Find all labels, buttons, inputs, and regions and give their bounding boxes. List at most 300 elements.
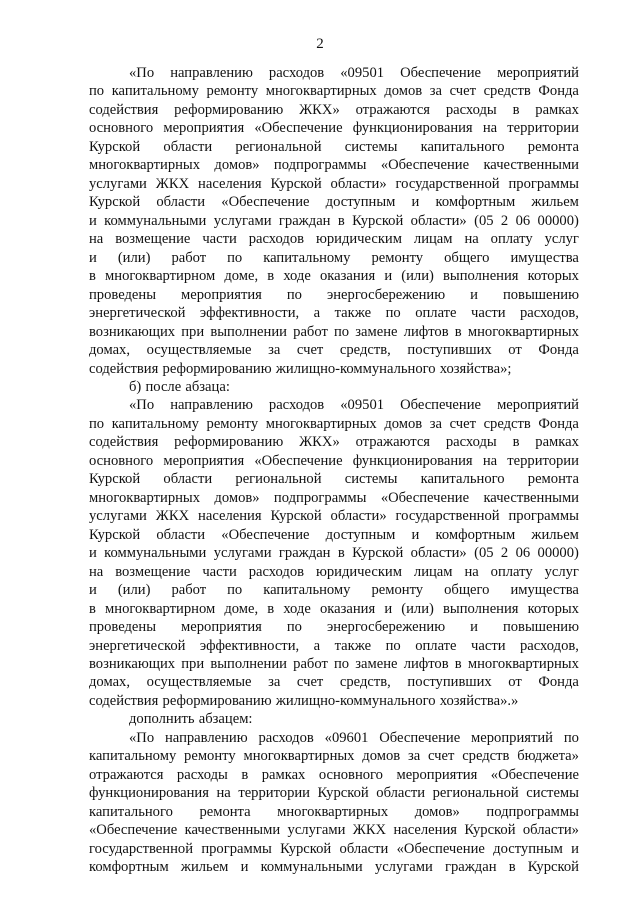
word: юридическим bbox=[315, 231, 402, 248]
word: повышению bbox=[502, 286, 579, 303]
word: средств bbox=[483, 415, 531, 432]
word: капитальному bbox=[263, 582, 351, 599]
word: «Обеспечение bbox=[396, 840, 485, 857]
word: Курской bbox=[89, 526, 141, 543]
word: ремонта bbox=[527, 138, 579, 155]
word: энергосбережению bbox=[326, 286, 446, 303]
word: оказания bbox=[319, 268, 376, 285]
word: содействия bbox=[89, 692, 159, 709]
word: области bbox=[156, 526, 206, 543]
word: направлению bbox=[170, 65, 253, 81]
word: Курской bbox=[270, 508, 322, 525]
word: на bbox=[464, 563, 479, 580]
word: на bbox=[464, 231, 479, 248]
word: в bbox=[267, 600, 275, 617]
word: выполнения bbox=[443, 268, 519, 285]
word: расходов bbox=[258, 729, 314, 746]
word: лицам bbox=[413, 231, 453, 248]
word: «Обеспечение bbox=[89, 822, 178, 839]
word: счет bbox=[428, 748, 455, 765]
word: населения bbox=[393, 822, 457, 839]
word: доме, bbox=[224, 268, 259, 285]
word: мероприятия bbox=[181, 619, 262, 636]
word: в bbox=[454, 656, 462, 672]
word: «Обеспечение bbox=[254, 452, 343, 469]
text-line bbox=[89, 156, 579, 174]
word: работ bbox=[293, 323, 328, 340]
word: «Обеспечение bbox=[380, 489, 470, 506]
word: доступным bbox=[325, 194, 396, 211]
word: комфортным bbox=[435, 194, 516, 211]
word: возмещение bbox=[115, 231, 191, 248]
text-line bbox=[89, 138, 579, 156]
word: по bbox=[563, 729, 579, 746]
word: также bbox=[334, 305, 372, 322]
word: «По bbox=[129, 729, 155, 746]
word: области bbox=[156, 194, 206, 211]
word: отражаются bbox=[355, 101, 431, 118]
word: по bbox=[89, 415, 105, 432]
word: населения bbox=[198, 508, 262, 525]
word: области» bbox=[522, 822, 579, 839]
word: домах, bbox=[89, 674, 131, 691]
word: многоквартирном bbox=[105, 600, 216, 617]
word: в bbox=[241, 766, 249, 783]
word: многоквартирном bbox=[105, 268, 216, 285]
word: услугами bbox=[374, 859, 433, 876]
word: услуг bbox=[544, 563, 579, 580]
word: отражаются bbox=[355, 434, 431, 451]
word: «Обеспечение bbox=[221, 194, 310, 211]
word: Курской bbox=[89, 194, 141, 211]
word: системы bbox=[344, 138, 398, 155]
word: имущества bbox=[510, 249, 579, 266]
word: «09501 bbox=[340, 397, 385, 414]
word: расходов bbox=[248, 231, 305, 248]
word: услугами bbox=[213, 545, 272, 562]
word: (или) bbox=[401, 600, 434, 617]
word: оплату bbox=[490, 231, 533, 248]
word: также bbox=[334, 637, 372, 654]
word: по bbox=[89, 83, 105, 100]
word: «Обеспечение bbox=[254, 120, 343, 137]
word: многоквартирных bbox=[467, 656, 579, 672]
word: «По bbox=[129, 65, 155, 81]
word: содействия bbox=[89, 434, 159, 451]
word: региональной bbox=[235, 471, 322, 488]
word: Обеспечение bbox=[379, 729, 461, 746]
word: граждан bbox=[278, 545, 331, 562]
word: части bbox=[471, 637, 506, 654]
word: ЖКХ bbox=[155, 175, 190, 192]
word: государственной bbox=[395, 508, 500, 525]
text-line bbox=[89, 82, 579, 100]
word: области» bbox=[410, 545, 467, 562]
word: системы bbox=[526, 785, 579, 802]
word: проведены bbox=[89, 286, 157, 303]
text-line bbox=[89, 396, 579, 414]
word: многоквартирных bbox=[265, 83, 377, 100]
text-line bbox=[89, 692, 579, 710]
word: средств bbox=[483, 83, 531, 100]
word: ремонту bbox=[206, 415, 259, 432]
word: средств, bbox=[339, 674, 391, 691]
word: и bbox=[470, 286, 478, 303]
text-line bbox=[89, 415, 579, 433]
word: энергетической bbox=[89, 305, 186, 322]
text-line bbox=[89, 193, 579, 211]
word: содействия bbox=[89, 101, 159, 118]
word: коммунальными bbox=[104, 212, 207, 229]
word: лифтов bbox=[403, 323, 449, 340]
word: ходе bbox=[283, 600, 311, 617]
word: в bbox=[512, 434, 520, 451]
word: и bbox=[411, 526, 420, 543]
word: и bbox=[89, 249, 97, 266]
word: Фонда bbox=[538, 342, 579, 359]
word: домов» bbox=[414, 803, 460, 820]
text-line bbox=[89, 526, 579, 544]
word: счет bbox=[296, 342, 324, 359]
word: «Обеспечение bbox=[380, 157, 470, 174]
word: счет bbox=[449, 83, 476, 100]
word: Фонда bbox=[538, 83, 579, 100]
word: жильем bbox=[531, 526, 579, 543]
word: от bbox=[508, 342, 522, 359]
word: жильем bbox=[180, 859, 229, 876]
text-line bbox=[89, 470, 579, 488]
word: от bbox=[508, 674, 522, 691]
word: реформированию bbox=[162, 360, 272, 377]
word: Курской bbox=[89, 138, 141, 155]
word: (или) bbox=[117, 249, 151, 266]
word: работ bbox=[171, 249, 207, 266]
text-line bbox=[89, 507, 579, 525]
word: капитальному bbox=[89, 748, 177, 765]
word: «Обеспечение bbox=[221, 526, 310, 543]
word: осуществляемые bbox=[146, 342, 252, 359]
word: и bbox=[89, 545, 97, 562]
word: оплате bbox=[415, 305, 457, 322]
word: 2 bbox=[500, 212, 509, 229]
text-line bbox=[89, 710, 579, 728]
word: средств, bbox=[339, 342, 391, 359]
word: расходов bbox=[268, 397, 325, 414]
word: после bbox=[145, 378, 182, 395]
word: Фонда bbox=[538, 415, 579, 432]
word: общего bbox=[444, 582, 490, 599]
word: (05 bbox=[474, 545, 494, 562]
word: и bbox=[470, 619, 478, 636]
word: домов bbox=[384, 83, 423, 100]
word: реформированию bbox=[174, 434, 284, 451]
word: мероприятий bbox=[497, 397, 579, 414]
text-line bbox=[89, 286, 579, 304]
word: отражаются bbox=[89, 766, 164, 783]
word: ремонту bbox=[371, 249, 424, 266]
word: области» bbox=[410, 212, 467, 229]
word: за bbox=[407, 748, 421, 765]
word: комфортным bbox=[89, 859, 169, 876]
word: «09501 bbox=[340, 65, 385, 81]
word: ремонту bbox=[206, 83, 259, 100]
word: 00000) bbox=[537, 212, 579, 229]
word: работ bbox=[171, 582, 207, 599]
word: выполнении bbox=[210, 323, 287, 340]
word: услуг bbox=[544, 231, 579, 248]
word: по bbox=[286, 619, 302, 636]
word: «По bbox=[129, 397, 155, 414]
word: в bbox=[89, 268, 96, 285]
word: многоквартирных bbox=[467, 323, 579, 340]
word: многоквартирных bbox=[89, 489, 201, 506]
word: Обеспечение bbox=[400, 65, 482, 81]
word: ЖКХ bbox=[352, 822, 387, 839]
word: (05 bbox=[474, 212, 494, 229]
word: за bbox=[268, 674, 281, 691]
text-line bbox=[89, 766, 579, 784]
word: основного bbox=[89, 452, 154, 469]
word: рамках bbox=[535, 434, 579, 451]
word: мероприятия bbox=[181, 286, 262, 303]
word: 00000) bbox=[537, 545, 579, 562]
word: капитального bbox=[89, 803, 173, 820]
word: возникающих bbox=[89, 323, 176, 340]
word: и bbox=[411, 194, 420, 211]
word: проведены bbox=[89, 619, 157, 636]
word: многоквартирных bbox=[265, 415, 377, 432]
word: абзацем: bbox=[198, 711, 253, 728]
word: Курской bbox=[352, 545, 404, 562]
word: средств bbox=[462, 748, 510, 765]
word: капитальному bbox=[263, 249, 351, 266]
text-line bbox=[89, 747, 579, 765]
word: Обеспечение bbox=[400, 397, 482, 414]
word: (или) bbox=[117, 582, 151, 599]
word: (или) bbox=[401, 268, 434, 285]
word: программы bbox=[508, 175, 579, 192]
text-line bbox=[89, 544, 579, 562]
text-line bbox=[89, 840, 579, 858]
text-line bbox=[89, 784, 579, 802]
word: рамках bbox=[535, 101, 579, 118]
word: комфортным bbox=[435, 526, 516, 543]
word: домах, bbox=[89, 342, 131, 359]
word: замене bbox=[355, 323, 398, 340]
word: возникающих bbox=[89, 656, 176, 672]
word: функционирования bbox=[352, 452, 473, 469]
word: поступивших bbox=[407, 674, 492, 691]
word: которых bbox=[527, 268, 579, 285]
word: энергосбережению bbox=[326, 619, 446, 636]
word: повышению bbox=[502, 619, 579, 636]
word: капитальному bbox=[111, 83, 199, 100]
word: расходы bbox=[445, 434, 497, 451]
text-line bbox=[89, 452, 579, 470]
word: оплату bbox=[490, 563, 533, 580]
word: на bbox=[482, 120, 498, 137]
word: доступным bbox=[325, 526, 396, 543]
word: при bbox=[181, 656, 205, 672]
word: подпрограммы bbox=[486, 803, 579, 820]
text-line bbox=[89, 489, 579, 507]
word: и bbox=[384, 268, 393, 285]
word: подпрограммы bbox=[273, 157, 367, 174]
word: территории bbox=[507, 452, 579, 469]
word: территории bbox=[238, 785, 310, 802]
word: многоквартирных bbox=[243, 748, 355, 765]
word: мероприятия bbox=[163, 120, 245, 137]
word: на bbox=[89, 231, 104, 248]
word: ремонту bbox=[184, 748, 236, 765]
text-line bbox=[89, 267, 579, 285]
word: в bbox=[512, 101, 520, 118]
word: б) bbox=[129, 378, 142, 395]
word: лицам bbox=[413, 563, 453, 580]
word: по bbox=[227, 582, 243, 599]
word: части bbox=[202, 231, 237, 248]
word: направлению bbox=[164, 729, 248, 746]
word: региональной bbox=[432, 785, 519, 802]
word: коммунальными bbox=[104, 545, 207, 562]
word: мероприятий bbox=[497, 65, 579, 81]
word: функционирования bbox=[89, 785, 209, 802]
word: эффективности, bbox=[199, 637, 300, 654]
text-line bbox=[89, 230, 579, 248]
word: в bbox=[267, 268, 275, 285]
word: мероприятия bbox=[163, 452, 245, 469]
word: бюджета» bbox=[517, 748, 579, 765]
word: рамках bbox=[261, 766, 306, 783]
word: ЖКХ» bbox=[299, 434, 340, 451]
word: 06 bbox=[515, 212, 531, 229]
word: ремонта bbox=[527, 471, 579, 488]
word: части bbox=[471, 305, 506, 322]
word: в bbox=[508, 859, 516, 876]
word: счет bbox=[296, 674, 324, 691]
word: реформированию bbox=[174, 101, 284, 118]
word: осуществляемые bbox=[146, 674, 252, 691]
word: расходы bbox=[445, 101, 497, 118]
text-line bbox=[89, 304, 579, 322]
word: капитального bbox=[420, 471, 505, 488]
word: выполнения bbox=[443, 600, 519, 617]
word: капитального bbox=[420, 138, 505, 155]
word: при bbox=[181, 323, 205, 340]
word: программы bbox=[508, 508, 579, 525]
word: расходов, bbox=[520, 305, 579, 322]
word: услугами bbox=[213, 212, 272, 229]
word: и bbox=[240, 859, 249, 876]
word: «09601 bbox=[324, 729, 369, 746]
text-line bbox=[89, 341, 579, 359]
word: расходы bbox=[176, 766, 228, 783]
word: области bbox=[339, 840, 389, 857]
word: в bbox=[337, 212, 345, 229]
word: домов» bbox=[214, 489, 260, 506]
word: по bbox=[286, 286, 302, 303]
word: Курской bbox=[317, 785, 369, 802]
word: жилищно-коммунального bbox=[275, 692, 436, 709]
word: выполнении bbox=[210, 656, 287, 672]
word: 2 bbox=[500, 545, 509, 562]
word: капитальному bbox=[111, 415, 199, 432]
text-line bbox=[89, 378, 579, 396]
word: энергетической bbox=[89, 637, 186, 654]
text-line bbox=[89, 655, 579, 673]
text-line bbox=[89, 249, 579, 267]
word: «Обеспечение bbox=[490, 766, 579, 783]
word: граждан bbox=[278, 212, 331, 229]
word: и bbox=[89, 212, 97, 229]
text-line bbox=[89, 360, 579, 378]
word: на bbox=[216, 785, 231, 802]
text-line bbox=[89, 101, 579, 119]
word: доме, bbox=[224, 600, 259, 617]
word: направлению bbox=[170, 397, 253, 414]
word: жильем bbox=[531, 194, 579, 211]
word: ремонту bbox=[371, 582, 424, 599]
word: ремонта bbox=[199, 803, 251, 820]
word: работ bbox=[293, 656, 328, 672]
page-number: 2 bbox=[316, 36, 324, 52]
text-line bbox=[89, 673, 579, 691]
word: домов bbox=[362, 748, 401, 765]
word: расходов, bbox=[520, 637, 579, 654]
word: основного bbox=[318, 766, 383, 783]
word: многоквартирных bbox=[89, 157, 201, 174]
word: Курской bbox=[280, 840, 332, 857]
word: в bbox=[337, 545, 345, 562]
word: дополнить bbox=[129, 711, 195, 728]
word: замене bbox=[355, 656, 398, 672]
word: возмещение bbox=[115, 563, 191, 580]
text-line bbox=[89, 803, 579, 821]
word: юридическим bbox=[315, 563, 402, 580]
word: в bbox=[89, 600, 96, 617]
word: региональной bbox=[235, 138, 322, 155]
word: Курской bbox=[464, 822, 516, 839]
word: населения bbox=[198, 175, 262, 192]
word: качественными bbox=[483, 489, 579, 506]
word: качественными bbox=[483, 157, 579, 174]
word: программы bbox=[201, 840, 272, 857]
word: хозяйства».» bbox=[439, 692, 519, 709]
word: услугами bbox=[287, 822, 346, 839]
word: многоквартирных bbox=[277, 803, 389, 820]
word: домов bbox=[384, 415, 423, 432]
word: лифтов bbox=[403, 656, 449, 672]
word: а bbox=[313, 637, 321, 654]
word: общего bbox=[444, 249, 490, 266]
text-line bbox=[89, 563, 579, 581]
word: услугами bbox=[89, 508, 147, 525]
text-line bbox=[89, 119, 579, 137]
word: по bbox=[334, 323, 350, 340]
word: Курской bbox=[270, 175, 322, 192]
word: ходе bbox=[283, 268, 311, 285]
word: имущества bbox=[510, 582, 579, 599]
text-line bbox=[89, 637, 579, 655]
word: на bbox=[482, 452, 498, 469]
text-line bbox=[89, 729, 579, 747]
word: функционирования bbox=[352, 120, 473, 137]
word: за bbox=[429, 83, 443, 100]
text-line bbox=[89, 821, 579, 839]
word: системы bbox=[344, 471, 398, 488]
word: содействия bbox=[89, 360, 159, 377]
word: оплате bbox=[415, 637, 457, 654]
